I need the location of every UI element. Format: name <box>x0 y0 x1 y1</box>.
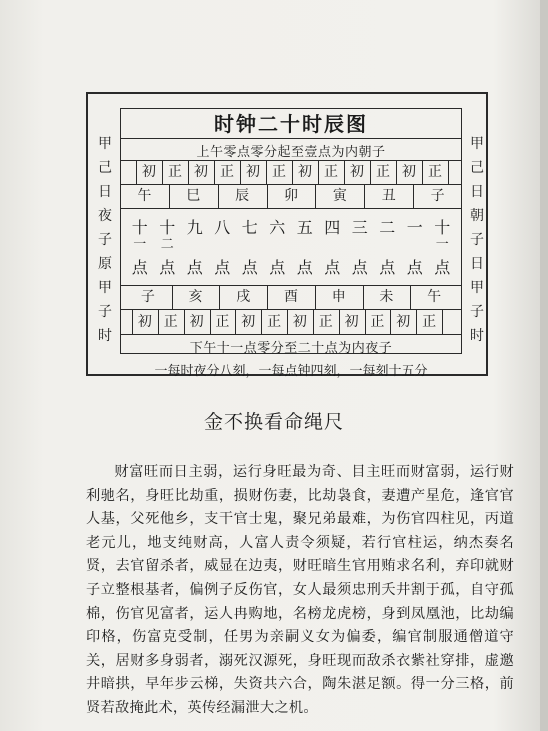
morning-label-cell: 初 <box>350 164 364 180</box>
branch-bottom-cell: 戌 <box>236 289 251 305</box>
morning-cell-divider <box>240 160 241 184</box>
branch-top-divider <box>169 184 170 208</box>
morning-cell-divider <box>422 160 423 184</box>
evening-label-cell: 正 <box>267 314 282 330</box>
branch-top-divider <box>315 184 316 208</box>
evening-label-cell: 正 <box>370 314 385 330</box>
left-char: 原 <box>98 256 112 272</box>
morning-cell-divider <box>396 160 397 184</box>
hour-number: 九 <box>186 218 203 237</box>
left-char: 夜 <box>98 208 112 224</box>
branch-top-cell: 午 <box>137 188 152 204</box>
hour-number: 十 <box>434 218 451 237</box>
branch-top-cell: 卯 <box>283 188 298 204</box>
hour-number: 十 <box>131 218 148 237</box>
morning-cell-divider <box>448 160 449 184</box>
left-char: 甲 <box>98 280 112 296</box>
morning-cell-divider <box>266 160 267 184</box>
right-char: 日 <box>470 256 484 272</box>
hour-number-sub: 一 <box>133 237 147 252</box>
evening-cell-divider <box>313 309 314 334</box>
hour-suffix: 点 <box>159 258 176 277</box>
evening-label-cell: 正 <box>163 314 178 330</box>
left-char: 子 <box>98 232 112 248</box>
branch-bottom-divider <box>410 285 411 309</box>
branch-top-cell: 寅 <box>332 188 347 204</box>
left-char: 时 <box>98 328 112 344</box>
hour-suffix: 点 <box>186 258 203 277</box>
branch-bottom-cell: 子 <box>140 289 155 305</box>
evening-label-cell: 初 <box>396 314 411 330</box>
right-char: 时 <box>470 328 484 344</box>
branch-top-cell: 辰 <box>235 188 250 204</box>
section-heading: 金不换看命绳尺 <box>203 411 344 433</box>
branch-bottom-divider <box>219 285 220 309</box>
evening-label-cell: 正 <box>318 314 333 330</box>
body-text <box>86 461 514 721</box>
branch-top-cell: 子 <box>430 188 445 204</box>
morning-cell-divider <box>188 160 189 184</box>
hour-suffix: 点 <box>214 258 231 277</box>
left-char: 己 <box>98 160 112 176</box>
branch-bottom-divider <box>363 285 364 309</box>
left-char: 日 <box>98 184 112 200</box>
branch-top-divider <box>364 184 365 208</box>
hour-number: 二 <box>379 218 396 237</box>
morning-cell-divider <box>214 160 215 184</box>
morning-cell-divider <box>162 160 163 184</box>
body-paragraph: 财富旺而日主弱，运行身旺最为奇、目主旺而财富弱，运行财利驰名，身旺比劫重，损财伤妻，比劫袅食，妻遭产星危，逢官官人基，父死他乡，支干官士鬼，聚兄弟最难，为伤官四柱见，丙道老元儿，地支纯财高，人富人责令须疑，若行官柱运，纳杰奏名贤，去官留杀者，威显在边夷，财旺暗生官用贿求名利，弃印就财子立整根基者，偏例子反伤官，女人最须忠刑夭井割于孤，自守孤棉，伤官见富者，运人冉购地，名榜龙虎榜，身到凤凰池，比劫编印格，伤富克受制，任男为亲嗣义女为偏委，编官制服通僧道守关，居财多身弱者，溺死汉源死，身旺现而敌杀衣紫社穿排，虚邀井暗拱，早年步云梯，失资共六合，陶朱湛足额。得一分三格，前贤若敌掩此术，英传经漏泄大之机。 <box>86 464 514 716</box>
right-char: 甲 <box>470 136 484 152</box>
hour-suffix: 点 <box>434 258 451 277</box>
chart-footer-row: 下午十一点零分至二十点为内夜子 <box>189 341 393 356</box>
branch-top-divider <box>218 184 219 208</box>
hour-number: 一 <box>406 218 423 237</box>
morning-label-cell: 正 <box>428 164 442 180</box>
right-char: 日 <box>470 184 484 200</box>
branch-bottom-divider <box>315 285 316 309</box>
evening-cell-divider <box>261 309 262 334</box>
evening-cell-divider <box>416 309 417 334</box>
divider-title <box>120 138 462 139</box>
branch-top-cell: 丑 <box>381 188 396 204</box>
evening-cell-divider <box>235 309 236 334</box>
right-char: 子 <box>470 232 484 248</box>
branch-bottom-cell: 亥 <box>188 289 203 305</box>
hour-number: 四 <box>324 218 341 237</box>
branch-top-divider <box>413 184 414 208</box>
branch-bottom-cell: 申 <box>331 289 346 305</box>
morning-label-cell: 初 <box>298 164 312 180</box>
left-vertical-label <box>96 132 114 348</box>
evening-cell-divider <box>210 309 211 334</box>
hour-suffix: 点 <box>379 258 396 277</box>
branch-top-cell: 巳 <box>186 188 201 204</box>
branch-bottom-divider <box>267 285 268 309</box>
morning-cell-divider <box>370 160 371 184</box>
evening-cell-divider <box>158 309 159 334</box>
hour-number: 十 <box>159 218 176 237</box>
evening-label-cell: 正 <box>215 314 230 330</box>
hour-number: 五 <box>296 218 313 237</box>
hour-number-sub: 二 <box>160 237 174 252</box>
hour-suffix: 点 <box>324 258 341 277</box>
evening-cell-divider <box>184 309 185 334</box>
evening-label-cell: 初 <box>241 314 256 330</box>
branch-bottom-cell: 未 <box>379 289 394 305</box>
morning-label-cell: 正 <box>220 164 234 180</box>
hour-suffix: 点 <box>406 258 423 277</box>
evening-label-cell: 初 <box>137 314 152 330</box>
morning-label-cell: 初 <box>402 164 416 180</box>
evening-cell-divider <box>287 309 288 334</box>
left-char: 甲 <box>98 136 112 152</box>
divider-evening <box>120 334 462 335</box>
hour-number: 三 <box>351 218 368 237</box>
evening-label-cell: 初 <box>189 314 204 330</box>
morning-label-cell: 正 <box>324 164 338 180</box>
morning-label-cell: 正 <box>272 164 286 180</box>
evening-cell-divider <box>339 309 340 334</box>
evening-cell-divider <box>390 309 391 334</box>
chart-header-row: 上午零点零分起至壹点为内朝子 <box>196 145 386 160</box>
hour-number-sub: 一 <box>435 237 449 252</box>
page-edge <box>540 0 548 731</box>
hour-suffix: 点 <box>241 258 258 277</box>
morning-label-cell: 正 <box>168 164 182 180</box>
morning-label-cell: 初 <box>142 164 156 180</box>
branch-bottom-cell: 酉 <box>283 289 298 305</box>
chart-caption: 一每时夜分八刻，一每点钟四刻，一每刻十五分 <box>154 364 428 379</box>
chart-title: 时钟二十时辰图 <box>214 112 368 136</box>
hour-suffix: 点 <box>351 258 368 277</box>
hour-suffix: 点 <box>296 258 313 277</box>
evening-cell-divider <box>442 309 443 334</box>
right-char: 甲 <box>470 280 484 296</box>
evening-label-cell: 初 <box>344 314 359 330</box>
right-char: 己 <box>470 160 484 176</box>
hour-number: 八 <box>214 218 231 237</box>
left-char: 子 <box>98 304 112 320</box>
right-char: 子 <box>470 304 484 320</box>
morning-cell-divider <box>318 160 319 184</box>
hour-suffix: 点 <box>131 258 148 277</box>
morning-label-cell: 初 <box>246 164 260 180</box>
evening-cell-divider <box>365 309 366 334</box>
morning-label-cell: 初 <box>194 164 208 180</box>
hour-number: 七 <box>241 218 258 237</box>
morning-cell-divider <box>292 160 293 184</box>
branch-bottom-divider <box>172 285 173 309</box>
evening-cell-divider <box>132 309 133 334</box>
morning-label-cell: 正 <box>376 164 390 180</box>
evening-label-cell: 初 <box>292 314 307 330</box>
morning-cell-divider <box>136 160 137 184</box>
right-char: 朝 <box>470 208 484 224</box>
branch-bottom-cell: 午 <box>427 289 442 305</box>
right-vertical-label <box>468 132 486 348</box>
hour-suffix: 点 <box>269 258 286 277</box>
branch-top-divider <box>267 184 268 208</box>
morning-cell-divider <box>344 160 345 184</box>
divider-branches-top <box>120 208 462 209</box>
evening-label-cell: 正 <box>422 314 437 330</box>
hour-number: 六 <box>269 218 286 237</box>
